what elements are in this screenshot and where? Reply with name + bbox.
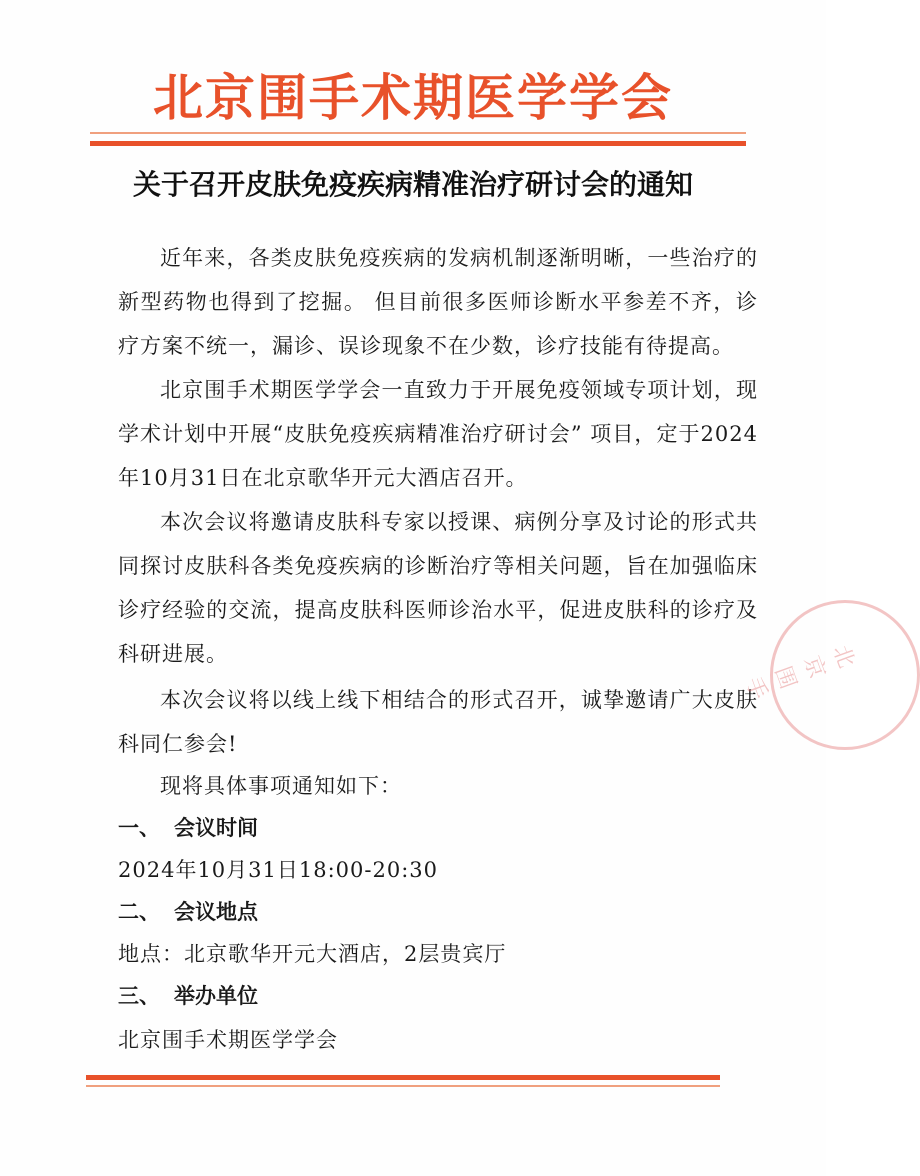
footer-rule-thin — [86, 1085, 720, 1087]
seal-text: 北京围手 — [740, 642, 859, 704]
letterhead-rule — [90, 141, 746, 146]
body-paragraph-4: 本次会议将以线上线下相结合的形式召开，诚挚邀请广大皮肤科同仁参会! — [118, 688, 758, 756]
footer-rule — [86, 1075, 720, 1080]
notice-title: 关于召开皮肤免疫疾病精准治疗研讨会的通知 — [132, 168, 693, 201]
section-heading-label: 会议地点 — [174, 900, 258, 924]
meeting-time-value: 2024年10月31日18:00-20:30 — [118, 858, 439, 882]
organizer-value: 北京围手术期医学学会 — [118, 1028, 338, 1052]
section-heading-label: 会议时间 — [174, 816, 258, 840]
body-paragraph-1: 近年来，各类皮肤免疫疾病的发病机制逐渐明晰，一些治疗的新型药物也得到了挖掘。 但目前很多医师诊断水平参差不齐，诊疗方案不统一，漏诊、误诊现象不在少数，诊疗技能有待提高。 — [118, 246, 758, 358]
section-number: 三、 — [118, 984, 160, 1008]
section-heading-label: 举办单位 — [174, 984, 258, 1008]
section-number: 二、 — [118, 900, 160, 924]
section-heading-organizer — [118, 974, 258, 1018]
details-intro: 现将具体事项通知如下： — [160, 774, 402, 798]
letterhead-rule-thin — [90, 132, 746, 134]
section-number: 一、 — [118, 816, 160, 840]
meeting-location-value: 地点：北京歌华开元大酒店，2层贵宾厅 — [118, 942, 507, 966]
body-paragraph-2: 北京围手术期医学学会一直致力于开展免疫领域专项计划，现学术计划中开展“皮肤免疫疾病精准治疗研讨会” 项目，定于2024年10月31日在北京歌华开元大酒店召开。 — [118, 378, 758, 490]
official-seal-stamp — [740, 600, 920, 750]
section-heading-time — [118, 806, 258, 850]
body-paragraph-3: 本次会议将邀请皮肤科专家以授课、病例分享及讨论的形式共同探讨皮肤科各类免疫疾病的诊断治疗等相关问题，旨在加强临床诊疗经验的交流，提高皮肤科医师诊治水平，促进皮肤科的诊疗及科研进展。 — [118, 510, 758, 666]
organization-letterhead: 北京围手术期医学学会 — [153, 69, 673, 127]
section-heading-location — [118, 890, 258, 934]
